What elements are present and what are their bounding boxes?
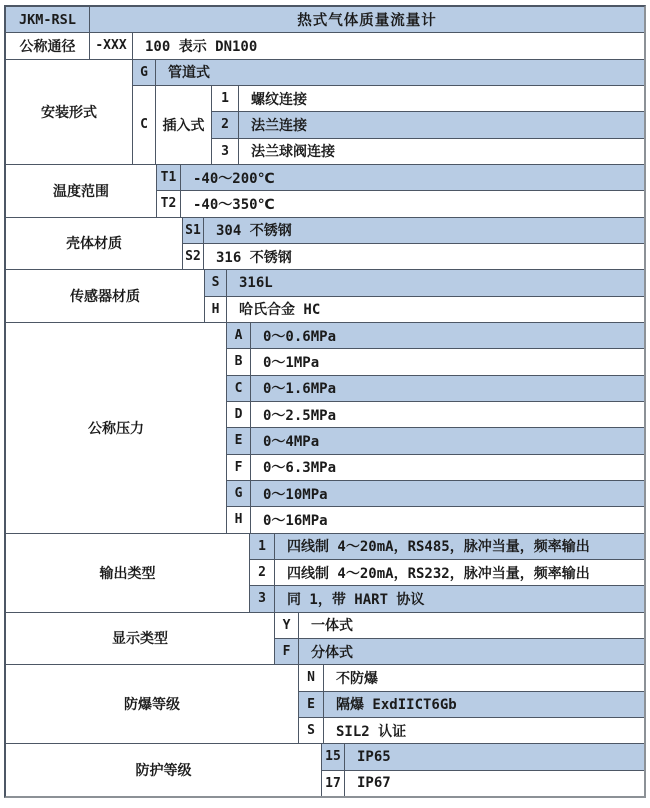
section-label: 传感器材质 xyxy=(6,270,204,322)
option-row xyxy=(227,507,644,532)
option-row xyxy=(250,534,644,559)
option-row xyxy=(183,218,644,243)
option-code-cell: C xyxy=(133,86,155,164)
option-code-cell: S2 xyxy=(183,244,203,269)
section-label: 公称通径 xyxy=(6,33,89,58)
option-text-cell: 0～1.6MPa xyxy=(251,376,644,401)
option-code-cell: S1 xyxy=(183,218,203,243)
section-nominal-diameter xyxy=(6,33,644,58)
option-code-cell: S xyxy=(205,270,226,295)
section-housing-material xyxy=(6,218,644,270)
section-nominal-pressure xyxy=(6,323,644,533)
option-text-cell: 0～10MPa xyxy=(251,481,644,506)
section-protection-grade xyxy=(6,744,644,796)
option-text-cell: IP67 xyxy=(345,771,644,796)
option-code-cell: E xyxy=(299,692,323,717)
option-row xyxy=(299,692,644,717)
section-installation-type xyxy=(6,60,644,164)
section-label: 温度范围 xyxy=(6,165,156,217)
option-code-cell: G xyxy=(133,60,155,85)
option-text-cell: 316 不锈钢 xyxy=(204,244,644,269)
option-text-cell: 0～2.5MPa xyxy=(251,402,644,427)
option-row xyxy=(205,270,644,295)
option-row xyxy=(133,60,644,85)
option-row xyxy=(275,639,644,664)
option-code-cell: Y xyxy=(275,613,298,638)
model-code-cell: JKM-RSL xyxy=(6,7,89,32)
option-text-cell: 0～6.3MPa xyxy=(251,455,644,480)
option-text-cell: 316L xyxy=(227,270,644,295)
section-sensor-material xyxy=(6,270,644,322)
section-label: 输出类型 xyxy=(6,534,249,612)
option-text-cell: 100 表示 DN100 xyxy=(133,33,644,58)
option-row xyxy=(212,112,644,137)
option-text-cell: -40～350℃ xyxy=(181,191,644,216)
option-code-cell: 1 xyxy=(212,86,238,111)
option-row xyxy=(250,560,644,585)
option-row xyxy=(212,139,644,164)
option-code-cell: E xyxy=(227,428,250,453)
option-code-cell: F xyxy=(275,639,298,664)
option-code-cell: S xyxy=(299,718,323,743)
option-text-cell: 四线制 4～20mA，RS232，脉冲当量，频率输出 xyxy=(275,560,644,585)
option-code-cell: T2 xyxy=(157,191,180,216)
section-label: 防护等级 xyxy=(6,744,321,796)
option-text-cell: 隔爆 ExdIICT6Gb xyxy=(324,692,644,717)
option-row xyxy=(227,455,644,480)
option-row xyxy=(275,613,644,638)
option-row xyxy=(227,323,644,348)
option-row xyxy=(227,481,644,506)
section-label: 显示类型 xyxy=(6,613,274,665)
option-text-cell: 同 1，带 HART 协议 xyxy=(275,586,644,611)
option-row xyxy=(227,428,644,453)
option-code-cell: D xyxy=(227,402,250,427)
option-code-cell: C xyxy=(227,376,250,401)
section-label: 公称压力 xyxy=(6,323,226,533)
option-text-cell: 0～0.6MPa xyxy=(251,323,644,348)
option-text-cell: 不防爆 xyxy=(324,665,644,690)
option-row xyxy=(157,165,644,190)
option-text-cell: 0～1MPa xyxy=(251,349,644,374)
option-text-cell: IP65 xyxy=(345,744,644,769)
section-label: 安装形式 xyxy=(6,60,132,164)
option-code-cell: F xyxy=(227,455,250,480)
option-row xyxy=(205,297,644,322)
option-row xyxy=(227,376,644,401)
option-row xyxy=(157,191,644,216)
option-row xyxy=(90,33,644,58)
option-text-cell: 0～16MPa xyxy=(251,507,644,532)
table-header-row xyxy=(6,7,644,32)
section-display-type xyxy=(6,613,644,665)
insertion-type-group xyxy=(133,86,644,164)
option-code-cell: T1 xyxy=(157,165,180,190)
option-code-cell: G xyxy=(227,481,250,506)
option-row xyxy=(227,402,644,427)
option-code-cell: H xyxy=(227,507,250,532)
option-row xyxy=(212,86,644,111)
option-text-cell: 螺纹连接 xyxy=(239,86,644,111)
section-explosion-proof-grade xyxy=(6,665,644,743)
option-row xyxy=(227,349,644,374)
option-code-cell: 3 xyxy=(212,139,238,164)
option-code-cell: H xyxy=(205,297,226,322)
sub-group-label: 插入式 xyxy=(156,86,211,164)
section-label: 壳体材质 xyxy=(6,218,182,270)
option-text-cell: 法兰连接 xyxy=(239,112,644,137)
option-text-cell: SIL2 认证 xyxy=(324,718,644,743)
option-code-cell: N xyxy=(299,665,323,690)
option-text-cell: 管道式 xyxy=(156,60,644,85)
option-row xyxy=(322,771,644,796)
option-row xyxy=(299,718,644,743)
option-code-cell: -XXX xyxy=(90,33,132,58)
option-text-cell: 分体式 xyxy=(299,639,644,664)
option-text-cell: 304 不锈钢 xyxy=(204,218,644,243)
option-code-cell: 2 xyxy=(250,560,274,585)
product-title-cell: 热式气体质量流量计 xyxy=(90,7,644,32)
option-code-cell: 3 xyxy=(250,586,274,611)
option-code-cell: 17 xyxy=(322,771,344,796)
option-code-cell: A xyxy=(227,323,250,348)
model-selection-table xyxy=(4,5,646,798)
option-row xyxy=(250,586,644,611)
option-text-cell: -40～200℃ xyxy=(181,165,644,190)
option-text-cell: 法兰球阀连接 xyxy=(239,139,644,164)
option-text-cell: 0～4MPa xyxy=(251,428,644,453)
section-label: 防爆等级 xyxy=(6,665,298,743)
option-text-cell: 四线制 4～20mA，RS485，脉冲当量，频率输出 xyxy=(275,534,644,559)
option-code-cell: 15 xyxy=(322,744,344,769)
section-output-type xyxy=(6,534,644,612)
option-row xyxy=(299,665,644,690)
option-row xyxy=(322,744,644,769)
option-text-cell: 哈氏合金 HC xyxy=(227,297,644,322)
option-code-cell: B xyxy=(227,349,250,374)
option-text-cell: 一体式 xyxy=(299,613,644,638)
section-temperature-range xyxy=(6,165,644,217)
option-code-cell: 1 xyxy=(250,534,274,559)
option-row xyxy=(183,244,644,269)
option-code-cell: 2 xyxy=(212,112,238,137)
